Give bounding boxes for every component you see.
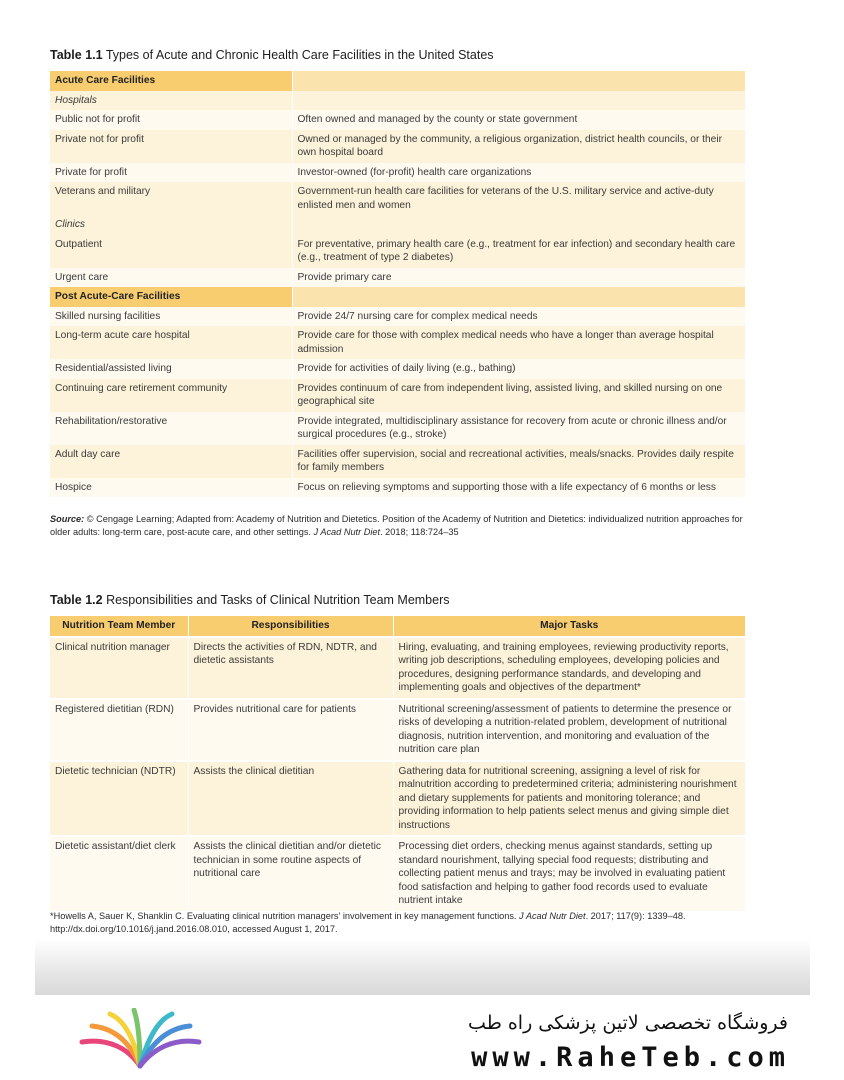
facility-type-cell: Outpatient [50, 235, 292, 268]
facility-description-cell [292, 287, 745, 307]
header-tasks: Major Tasks [393, 616, 745, 637]
facility-description-cell: Provide care for those with complex medical needs who have a longer than average hospital admission [292, 326, 745, 359]
facility-type-cell: Rehabilitation/restorative [50, 412, 292, 445]
facility-type-cell: Acute Care Facilities [50, 71, 292, 91]
facility-type-cell: Adult day care [50, 445, 292, 478]
table2-header-row [50, 616, 745, 637]
facility-type-cell: Hospitals [50, 91, 292, 111]
table-row [50, 110, 745, 130]
table-row [50, 379, 745, 412]
section-row [50, 287, 745, 307]
facility-description-cell: Often owned and managed by the county or state government [292, 110, 745, 130]
facility-type-cell: Private for profit [50, 163, 292, 183]
shop-name: فروشگاه تخصصی لاتین پزشکی راه طب [468, 1012, 788, 1034]
facility-type-cell: Continuing care retirement community [50, 379, 292, 412]
responsibilities-cell: Provides nutritional care for patients [188, 699, 393, 761]
table2-title-text: Responsibilities and Tasks of Clinical Nutrition Team Members [106, 593, 450, 607]
table2-title [50, 593, 450, 607]
shop-url[interactable]: www.RaheTeb.com [471, 1042, 790, 1073]
facility-description-cell [292, 215, 745, 235]
member-cell: Registered dietitian (RDN) [50, 699, 188, 761]
facility-description-cell: For preventative, primary health care (e.g., treatment for ear infection) and secondary health care (e.g., treatment of type 2 diabetes) [292, 235, 745, 268]
table-row [50, 307, 745, 327]
facilities-table [50, 71, 745, 497]
table-row [50, 836, 745, 911]
open-book-logo-icon [78, 1008, 203, 1072]
source-text: © Cengage Learning; Adapted from: Academy of Nutrition and Dietetics. Position of the Academy of Nutrition and Dietetics: individualized nutrition approaches for older adults: long-term care, post-acute care, and other settings. [50, 514, 743, 537]
table-row [50, 235, 745, 268]
facility-type-cell: Clinics [50, 215, 292, 235]
facility-type-cell: Urgent care [50, 268, 292, 288]
table-row [50, 163, 745, 183]
table-row [50, 637, 745, 699]
facility-description-cell: Facilities offer supervision, social and recreational activities, meals/snacks. Provides daily respite for family members [292, 445, 745, 478]
facility-description-cell: Provide primary care [292, 268, 745, 288]
facility-type-cell: Hospice [50, 478, 292, 498]
table-row [50, 699, 745, 761]
section-row [50, 71, 745, 91]
facility-type-cell: Public not for profit [50, 110, 292, 130]
header-member: Nutrition Team Member [50, 616, 188, 637]
member-cell: Dietetic technician (NDTR) [50, 761, 188, 837]
facility-description-cell: Provide integrated, multidisciplinary assistance for recovery from acute or chronic illness and/or surgical procedures (e.g., stroke) [292, 412, 745, 445]
responsibilities-cell: Directs the activities of RDN, NDTR, and dietetic assistants [188, 637, 393, 699]
tasks-cell: Processing diet orders, checking menus against standards, setting up standard nourishment, tallying special food requests; distributing and collecting patient menus and trays; may be involved in evaluating patient food satisfaction and helping to gather food records used to evaluate nutrient intake [393, 836, 745, 911]
facility-type-cell: Veterans and military [50, 182, 292, 215]
responsibilities-cell: Assists the clinical dietitian [188, 761, 393, 837]
table-row [50, 326, 745, 359]
facility-description-cell: Provide 24/7 nursing care for complex medical needs [292, 307, 745, 327]
source-label: Source: [50, 514, 85, 524]
facility-type-cell: Post Acute-Care Facilities [50, 287, 292, 307]
nutrition-team-table [50, 616, 745, 911]
subsection-row [50, 91, 745, 111]
table-row [50, 761, 745, 837]
table1-title-text: Types of Acute and Chronic Health Care Facilities in the United States [105, 48, 494, 62]
facility-description-cell: Provides continuum of care from independent living, assisted living, and skilled nursing on one geographical site [292, 379, 745, 412]
facility-description-cell: Focus on relieving symptoms and supporting those with a life expectancy of 6 months or less [292, 478, 745, 498]
table-row [50, 268, 745, 288]
facility-description-cell: Owned or managed by the community, a religious organization, district health councils, or their own hospital board [292, 130, 745, 163]
tasks-cell: Hiring, evaluating, and training employees, reviewing productivity reports, writing job descriptions, scheduling employees, developing policies and procedures, designing performance standards, and developing and implementing goals and objectives of the department* [393, 637, 745, 699]
footnote-text: *Howells A, Sauer K, Shanklin C. Evaluating clinical nutrition managers' involvement in key management functions. [50, 911, 520, 921]
facility-type-cell: Long-term acute care hospital [50, 326, 292, 359]
facility-description-cell: Government-run health care facilities for veterans of the U.S. military service and active-duty enlisted men and women [292, 182, 745, 215]
table-row [50, 182, 745, 215]
facility-type-cell: Private not for profit [50, 130, 292, 163]
source-journal: J Acad Nutr Diet [313, 527, 381, 537]
source-tail: . 2018; 118:724–35 [380, 527, 459, 537]
footnote-tail: . 2017; 117(9): 1339–48. http://dx.doi.org/10.1016/j.jand.2016.08.010, accessed August 1, 2017. [50, 911, 686, 934]
table-row [50, 130, 745, 163]
table2-label: Table 1.2 [50, 593, 103, 607]
facility-description-cell [292, 71, 745, 91]
facility-type-cell: Skilled nursing facilities [50, 307, 292, 327]
table-row [50, 478, 745, 498]
table1-title [50, 48, 494, 62]
footnote-journal: J Acad Nutr Diet [519, 911, 586, 921]
table-row [50, 412, 745, 445]
facility-type-cell: Residential/assisted living [50, 359, 292, 379]
responsibilities-cell: Assists the clinical dietitian and/or dietetic technician in some routine aspects of nutritional care [188, 836, 393, 911]
member-cell: Clinical nutrition manager [50, 637, 188, 699]
table-row [50, 445, 745, 478]
table1-label: Table 1.1 [50, 48, 103, 62]
facility-description-cell: Investor-owned (for-profit) health care organizations [292, 163, 745, 183]
tasks-cell: Gathering data for nutritional screening, assigning a level of risk for malnutrition according to predetermined criteria; administering nourishment and dietary supplements for patients and monitoring tolerance; and providing information to help patients select menus and giving simple diet instructions [393, 761, 745, 837]
subsection-row [50, 215, 745, 235]
table1-source [50, 513, 745, 539]
facility-description-cell: Provide for activities of daily living (e.g., bathing) [292, 359, 745, 379]
tasks-cell: Nutritional screening/assessment of patients to determine the presence or risks of developing a nutrition-related problem, development of nutritional diagnosis, nutrition intervention, and monitoring and evaluation of the nutrition care plan [393, 699, 745, 761]
page-edge-shadow [35, 940, 810, 995]
member-cell: Dietetic assistant/diet clerk [50, 836, 188, 911]
table-row [50, 359, 745, 379]
table2-footnote [50, 910, 750, 936]
header-responsibilities: Responsibilities [188, 616, 393, 637]
facility-description-cell [292, 91, 745, 111]
